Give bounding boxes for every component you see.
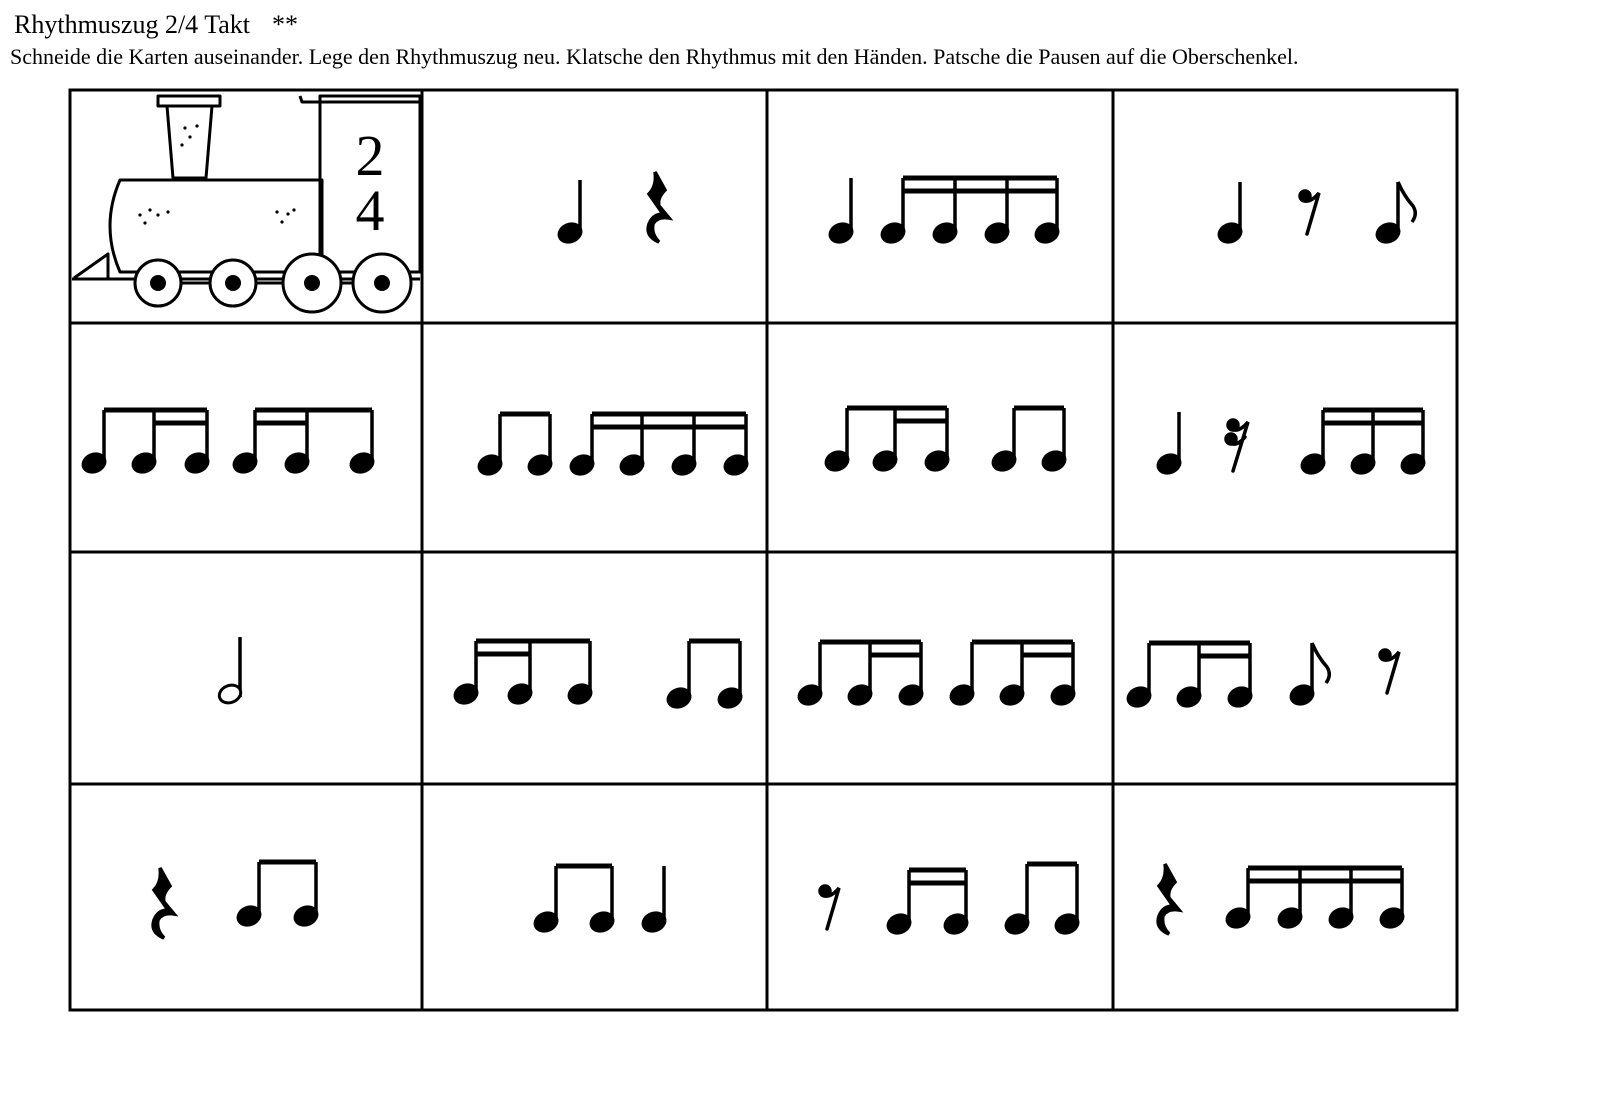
rhythm-card	[217, 637, 244, 706]
sixteenth-rest-icon	[1226, 420, 1248, 471]
quarter-rest-icon	[648, 172, 669, 242]
rhythm-card	[1158, 864, 1405, 934]
rhythm-card	[533, 866, 668, 934]
rhythm-card	[797, 642, 1077, 707]
rhythm-card	[828, 178, 1061, 245]
difficulty-stars: **	[272, 10, 299, 39]
rhythm-card	[557, 172, 669, 245]
rhythm-card	[1156, 410, 1427, 476]
quarter-rest-icon	[1158, 864, 1179, 934]
eighth-rest-icon	[1380, 650, 1399, 693]
eighth-rest-icon	[820, 886, 839, 929]
rhythm-card	[81, 410, 376, 475]
title-text: Rhythmuszug 2/4 Takt	[14, 10, 251, 39]
rhythm-card	[453, 641, 744, 710]
time-signature-numerator: 2	[355, 123, 385, 188]
quarter-rest-icon	[153, 868, 174, 938]
rhythm-card	[820, 864, 1080, 936]
eighth-rest-icon	[1300, 191, 1319, 234]
rhythm-card	[1126, 643, 1399, 709]
rhythm-card	[824, 408, 1068, 473]
rhythm-card	[1217, 182, 1416, 245]
locomotive-decoration	[138, 124, 295, 224]
locomotive-card	[72, 96, 420, 312]
locomotive-wheels	[135, 254, 411, 312]
time-signature-denominator: 4	[355, 178, 385, 243]
rhythm-card	[153, 862, 319, 938]
instruction-text: Schneide die Karten auseinander. Lege den Rhythmuszug neu. Klatsche den Rhythmus mit den Händen. Patsche die Pausen auf die Oberschenkel.	[10, 44, 1299, 69]
rhythm-card	[477, 414, 750, 477]
